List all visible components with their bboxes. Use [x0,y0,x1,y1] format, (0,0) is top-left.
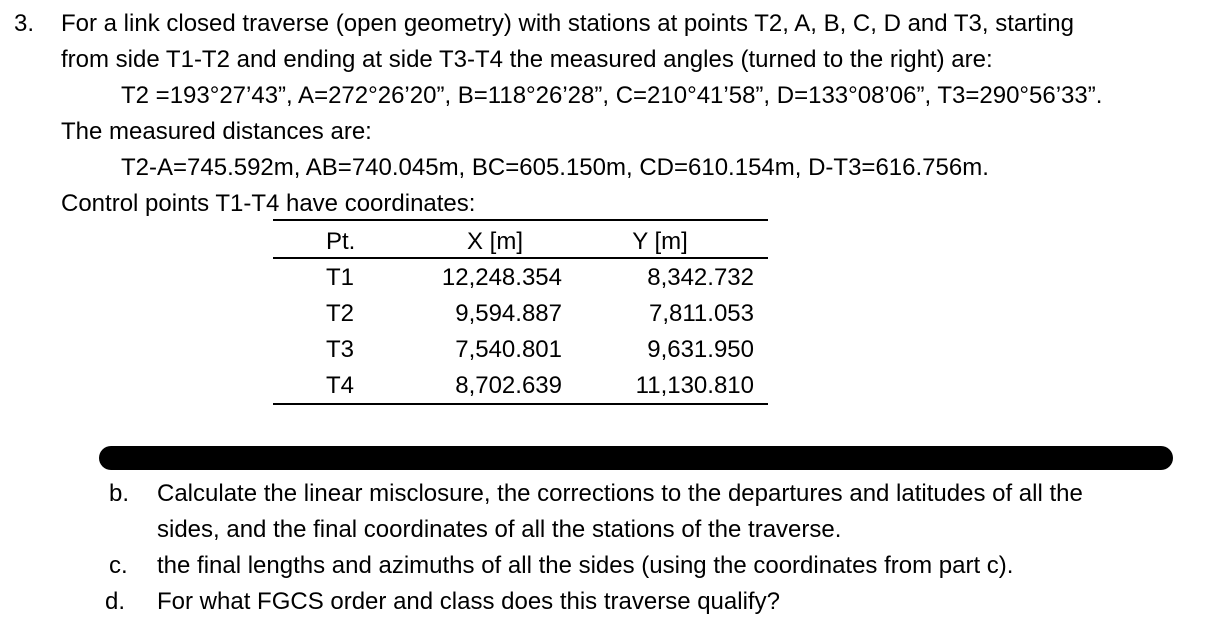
table-cell-y: 7,811.053 [649,300,754,327]
table-cell-x: 12,248.354 [441,264,562,291]
table-cell-y: 9,631.950 [647,336,754,363]
table-header-pt: Pt. [326,228,356,255]
problem-number: 3. [14,10,35,37]
redaction-bar [99,446,1173,470]
table-header-y: Y [m] [632,228,688,255]
part-c-line-1: the final lengths and azimuths of all the sides (using the coordinates from part c). [157,552,1014,579]
part-c-letter: c. [109,552,128,579]
table-cell-pt: T3 [326,336,355,363]
table-cell-x: 9,594.887 [455,300,562,327]
distances-heading: The measured distances are: [61,118,372,145]
problem-line-2: from side T1-T2 and ending at side T3-T4 the measured angles (turned to the right) are: [61,46,993,73]
table-cell-pt: T4 [326,372,355,399]
part-d-letter: d. [105,588,126,615]
table-rule-mid [273,257,768,259]
table-cell-pt: T2 [326,300,355,327]
table-cell-pt: T1 [326,264,355,291]
table-cell-y: 11,130.810 [635,372,754,399]
table-cell-x: 7,540.801 [455,336,562,363]
table-header-x: X [m] [466,228,523,255]
control-points-heading: Control points T1-T4 have coordinates: [61,190,476,217]
measured-distances-line: T2-A=745.592m, AB=740.045m, BC=605.150m, CD=610.154m, D-T3=616.756m. [121,154,989,181]
table-rule-top [273,219,768,221]
part-b-letter: b. [109,480,130,507]
measured-angles-line: T2 =193°27’43”, A=272°26’20”, B=118°26’28”, C=210°41’58”, D=133°08’06”, T3=290°56’33”. [121,82,1103,109]
table-cell-y: 8,342.732 [647,264,754,291]
table-rule-bottom [273,403,768,405]
table-cell-x: 8,702.639 [455,372,562,399]
part-b-line-1: Calculate the linear misclosure, the corrections to the departures and latitudes of all the [157,480,1083,507]
part-b-line-2: sides, and the final coordinates of all the stations of the traverse. [157,516,842,543]
problem-line-1: For a link closed traverse (open geometry) with stations at points T2, A, B, C, D and T3, starting [61,10,1074,37]
part-d-line-1: For what FGCS order and class does this traverse qualify? [157,588,780,615]
